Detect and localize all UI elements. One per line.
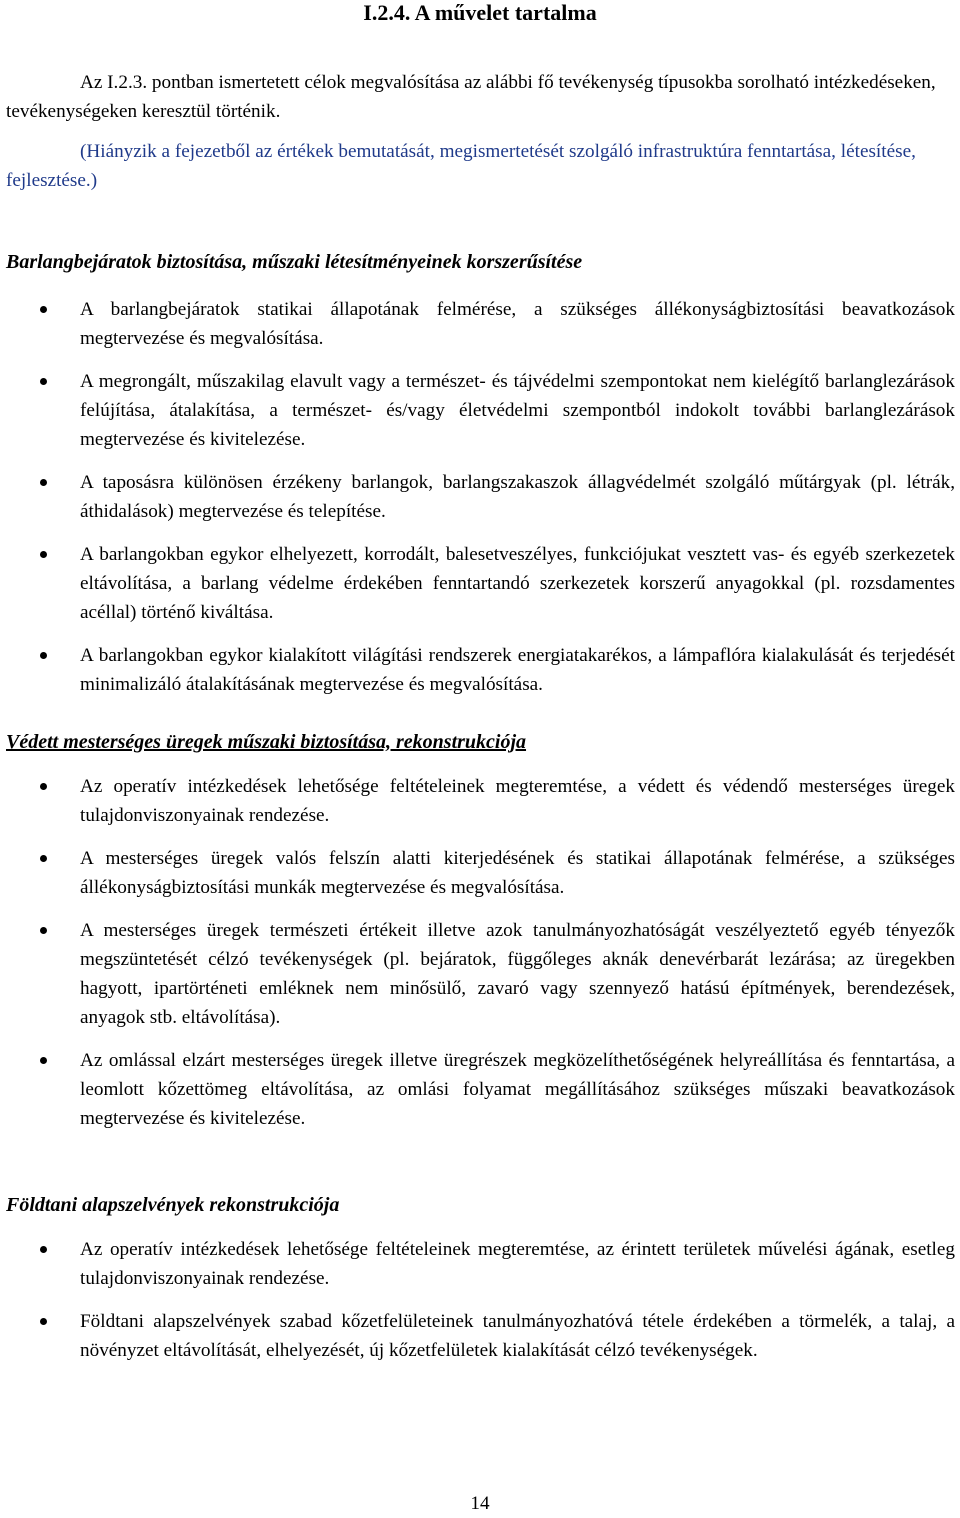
list-item: A megrongált, műszakilag elavult vagy a természet- és tájvédelmi szempontokat nem kielégítő barlanglezárások felújítása, átalakítása, a természet- és/vagy életvédelmi szempontból indokolt további barlanglezárások megtervezése és kivitelezése. <box>0 367 960 454</box>
bullet-icon <box>40 1318 47 1325</box>
list-item: A taposásra különösen érzékeny barlangok, barlangszakaszok állagvédelmét szolgáló műtárgyak (pl. létrák, áthidalások) megtervezése és telepítése. <box>0 468 960 526</box>
bullet-icon <box>40 551 47 558</box>
intro-note: (Hiányzik a fejezetből az értékek bemutatását, megismertetését szolgáló infrastruktúra fenntartása, létesítése, fejlesztése.) <box>6 141 916 191</box>
subsection-title-barlangbejaratok: Barlangbejáratok biztosítása, műszaki létesítményeinek korszerűsítése <box>6 251 583 273</box>
intro-paragraph: Az I.2.3. pontban ismertetett célok megvalósítása az alábbi fő tevékenység típusokba sorolható intézkedéseken, tevékenységeken keresztül történik. <box>6 72 936 122</box>
bullet-icon <box>40 306 47 313</box>
bullet-icon <box>40 1246 47 1253</box>
subsection-title-foldtani-alapszelvenyek: Földtani alapszelvények rekonstrukciója <box>6 1194 340 1216</box>
bullet-icon <box>40 927 47 934</box>
list-item: Az operatív intézkedések lehetősége feltételeinek megteremtése, a védett és védendő mesterséges üregek tulajdonviszonyainak rendezése. <box>0 772 960 830</box>
bullet-list-foldtani-alapszelvenyek <box>0 1235 960 1379</box>
list-item: A mesterséges üregek természeti értékeit illetve azok tanulmányozhatóságát veszélyeztető egyéb tényezők megszüntetését célzó tevékenységek (pl. bejáratok, függőleges aknák denevérbarát lezárása; az üregekben hagyott, ipartörténeti emléknek nem minősülő, zavaró vagy szennyező hatású építmények, berendezések, anyagok stb. eltávolítása). <box>0 916 960 1032</box>
bullet-icon <box>40 378 47 385</box>
list-item: A barlangokban egykor elhelyezett, korrodált, balesetveszélyes, funkciójukat vesztett vas- és egyéb szerkezetek eltávolítása, a barlang védelme érdekében fenntartandó szerkezetek korszerű anyagokkal (pl. rozsdamentes acéllal) történő kiváltása. <box>0 540 960 627</box>
list-item: A barlangokban egykor kialakított világítási rendszerek energiatakarékos, a lámpaflóra kialakulását és terjedését minimalizáló átalakításának megtervezése és megvalósítása. <box>0 641 960 699</box>
section-heading: I.2.4. A művelet tartalma <box>363 0 597 25</box>
list-item: Az omlással elzárt mesterséges üregek illetve üregrészek megközelíthetőségének helyreállítása és fenntartása, a leomlott kőzettömeg eltávolítása, az omlási folyamat megállításához szükséges műszaki beavatkozások megtervezése és kivitelezése. <box>0 1046 960 1133</box>
subsection-title-mesterseges-uregek: Védett mesterséges üregek műszaki biztosítása, rekonstrukciója <box>6 731 527 753</box>
bullet-icon <box>40 652 47 659</box>
bullet-icon <box>40 479 47 486</box>
page-number: 14 <box>470 1493 490 1514</box>
list-item: Az operatív intézkedések lehetősége feltételeinek megteremtése, az érintett területek művelési ágának, esetleg tulajdonviszonyainak rendezése. <box>0 1235 960 1293</box>
bullet-icon <box>40 1057 47 1064</box>
bullet-list-barlangbejaratok <box>0 295 960 713</box>
list-item: A mesterséges üregek valós felszín alatti kiterjedésének és statikai állapotának felmérése, a szükséges állékonyságbiztosítási munkák megtervezése és megvalósítása. <box>0 844 960 902</box>
list-item: A barlangbejáratok statikai állapotának felmérése, a szükséges állékonyságbiztosítási beavatkozások megtervezése és megvalósítása. <box>0 295 960 353</box>
bullet-icon <box>40 855 47 862</box>
bullet-icon <box>40 783 47 790</box>
bullet-list-mesterseges-uregek <box>0 772 960 1147</box>
list-item: Földtani alapszelvények szabad kőzetfelületeinek tanulmányozhatóvá tétele érdekében a törmelék, a talaj, a növényzet eltávolítását, elhelyezését, új kőzetfelületek kialakítását célzó tevékenységek. <box>0 1307 960 1365</box>
